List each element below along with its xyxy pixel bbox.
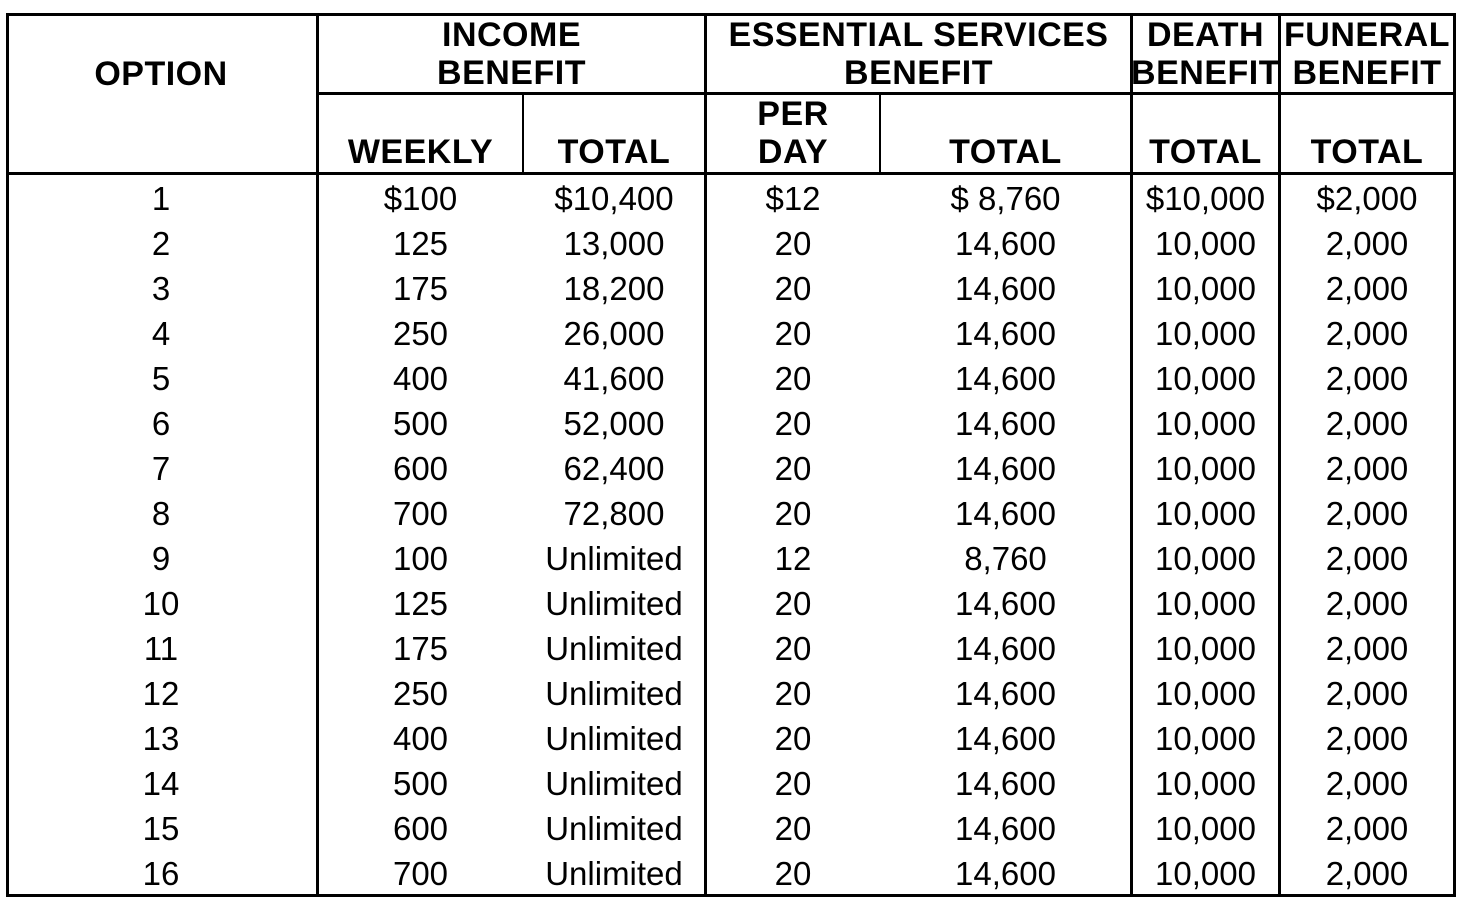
header-option-label: OPTION <box>94 54 228 93</box>
cell-option: 7 <box>151 450 171 487</box>
cell-funeral-total: 2,000 <box>1325 360 1409 397</box>
cell-income-total: Unlimited <box>545 585 683 622</box>
cell-funeral-total: 2,000 <box>1325 540 1409 577</box>
cell-income-total: 72,800 <box>563 495 665 532</box>
cell-death-total: 10,000 <box>1155 810 1256 847</box>
cell-funeral-total: 2,000 <box>1325 225 1409 262</box>
cell-funeral-total: 2,000 <box>1325 675 1409 712</box>
cell-essential-total: 14,600 <box>955 450 1056 487</box>
cell-funeral-total: 2,000 <box>1325 585 1409 622</box>
cell-death-total: 10,000 <box>1155 315 1256 352</box>
header-income-benefit <box>319 16 704 92</box>
cell-essential-total: 14,600 <box>955 720 1056 757</box>
cell-essential-total: 14,600 <box>955 630 1056 667</box>
cell-income-total: 52,000 <box>563 405 665 442</box>
subheader-per-day-line1: PER <box>757 95 829 133</box>
cell-option: 2 <box>151 225 171 262</box>
cell-income-total: Unlimited <box>545 675 683 712</box>
cell-death-total: 10,000 <box>1155 720 1256 757</box>
cell-weekly: 500 <box>392 405 449 442</box>
cell-death-total: 10,000 <box>1155 540 1256 577</box>
cell-funeral-total: 2,000 <box>1325 720 1409 757</box>
cell-essential-total: 14,600 <box>955 405 1056 442</box>
cell-essential-total: 14,600 <box>955 855 1056 892</box>
cell-weekly: 125 <box>392 585 449 622</box>
cell-option: 13 <box>142 720 180 757</box>
cell-per-day: 20 <box>774 270 812 307</box>
header-income-line1: INCOME <box>442 16 581 54</box>
cell-per-day: 20 <box>774 765 812 802</box>
cell-funeral-total: 2,000 <box>1325 855 1409 892</box>
cell-option: 15 <box>142 810 180 847</box>
cell-death-total: 10,000 <box>1155 405 1256 442</box>
cell-weekly: 600 <box>392 450 449 487</box>
cell-income-total: 13,000 <box>563 225 665 262</box>
cell-option: 8 <box>151 495 171 532</box>
cell-death-total: $10,000 <box>1145 180 1266 217</box>
cell-weekly: 100 <box>392 540 449 577</box>
cell-weekly: 250 <box>392 675 449 712</box>
cell-death-total: 10,000 <box>1155 855 1256 892</box>
cell-funeral-total: 2,000 <box>1325 630 1409 667</box>
cell-option: 6 <box>151 405 171 442</box>
header-death-line2: BENEFIT <box>1131 54 1280 92</box>
cell-essential-total: 14,600 <box>955 810 1056 847</box>
cell-per-day: 20 <box>774 450 812 487</box>
cell-option: 10 <box>142 585 180 622</box>
header-essential-services-benefit <box>707 16 1130 92</box>
header-essential-line1: ESSENTIAL SERVICES <box>728 16 1109 54</box>
cell-essential-total: 14,600 <box>955 360 1056 397</box>
subheader-essential-total <box>881 95 1130 171</box>
cell-income-total: 26,000 <box>563 315 665 352</box>
cell-per-day: 20 <box>774 225 812 262</box>
cell-per-day: 20 <box>774 675 812 712</box>
cell-income-total: $10,400 <box>554 180 674 217</box>
cell-death-total: 10,000 <box>1155 225 1256 262</box>
cell-income-total: Unlimited <box>545 855 683 892</box>
cell-option: 3 <box>151 270 171 307</box>
cell-essential-total: 14,600 <box>955 225 1056 262</box>
cell-per-day: 20 <box>774 360 812 397</box>
cell-essential-total: 14,600 <box>955 495 1056 532</box>
cell-funeral-total: 2,000 <box>1325 270 1409 307</box>
cell-income-total: Unlimited <box>545 630 683 667</box>
cell-per-day: 20 <box>774 405 812 442</box>
cell-per-day: $12 <box>765 180 821 217</box>
cell-essential-total: 14,600 <box>955 585 1056 622</box>
cell-essential-total: 14,600 <box>955 675 1056 712</box>
subheader-income-total <box>524 95 704 171</box>
cell-option: 4 <box>151 315 171 352</box>
cell-income-total: Unlimited <box>545 540 683 577</box>
cell-weekly: 600 <box>392 810 449 847</box>
cell-weekly: 175 <box>392 270 449 307</box>
cell-option: 9 <box>151 540 171 577</box>
header-essential-line2: BENEFIT <box>844 54 993 92</box>
cell-essential-total: 14,600 <box>955 765 1056 802</box>
header-funeral-benefit <box>1281 16 1453 92</box>
cell-funeral-total: 2,000 <box>1325 810 1409 847</box>
cell-death-total: 10,000 <box>1155 630 1256 667</box>
cell-weekly: 700 <box>392 495 449 532</box>
cell-funeral-total: 2,000 <box>1325 495 1409 532</box>
cell-death-total: 10,000 <box>1155 450 1256 487</box>
cell-income-total: 41,600 <box>563 360 665 397</box>
subheader-funeral-total <box>1281 95 1453 171</box>
subheader-per-day-line2: DAY <box>757 133 829 171</box>
cell-weekly: $100 <box>383 180 458 217</box>
cell-option: 1 <box>151 180 171 217</box>
header-funeral-line1: FUNERAL <box>1284 16 1450 54</box>
cell-weekly: 250 <box>392 315 449 352</box>
cell-option: 11 <box>143 630 179 667</box>
subheader-essential-total-label: TOTAL <box>949 133 1062 171</box>
cell-option: 12 <box>142 675 180 712</box>
cell-essential-total: 8,760 <box>964 540 1047 577</box>
cell-death-total: 10,000 <box>1155 585 1256 622</box>
cell-per-day: 20 <box>774 720 812 757</box>
cell-weekly: 400 <box>392 720 449 757</box>
cell-essential-total: $ 8,760 <box>950 180 1061 217</box>
header-funeral-line2: BENEFIT <box>1292 54 1442 92</box>
cell-funeral-total: 2,000 <box>1325 765 1409 802</box>
cell-essential-total: 14,600 <box>955 315 1056 352</box>
cell-essential-total: 14,600 <box>955 270 1056 307</box>
cell-per-day: 20 <box>774 495 812 532</box>
cell-death-total: 10,000 <box>1155 675 1256 712</box>
cell-funeral-total: 2,000 <box>1325 405 1409 442</box>
header-income-line2: BENEFIT <box>437 54 586 92</box>
cell-weekly: 400 <box>392 360 449 397</box>
cell-per-day: 20 <box>774 855 812 892</box>
cell-funeral-total: 2,000 <box>1325 315 1409 352</box>
header-death-line1: DEATH <box>1146 16 1265 54</box>
cell-death-total: 10,000 <box>1155 765 1256 802</box>
cell-death-total: 10,000 <box>1155 270 1256 307</box>
cell-income-total: 62,400 <box>563 450 665 487</box>
cell-per-day: 20 <box>774 315 812 352</box>
cell-income-total: Unlimited <box>545 810 683 847</box>
subheader-death-total-label: TOTAL <box>1149 133 1262 171</box>
cell-income-total: Unlimited <box>545 720 683 757</box>
cell-option: 5 <box>151 360 171 397</box>
cell-per-day: 20 <box>774 630 812 667</box>
cell-option: 16 <box>142 855 180 892</box>
cell-per-day: 20 <box>774 585 812 622</box>
cell-weekly: 500 <box>392 765 449 802</box>
cell-income-total: Unlimited <box>545 765 683 802</box>
subheader-weekly <box>319 95 522 171</box>
cell-funeral-total: $2,000 <box>1316 180 1418 217</box>
subheader-per-day <box>707 95 879 171</box>
cell-weekly: 175 <box>392 630 449 667</box>
subheader-funeral-total-label: TOTAL <box>1310 133 1424 171</box>
cell-option: 14 <box>142 765 180 802</box>
cell-weekly: 700 <box>392 855 449 892</box>
cell-per-day: 20 <box>774 810 812 847</box>
header-option <box>6 16 316 131</box>
cell-funeral-total: 2,000 <box>1325 450 1409 487</box>
cell-death-total: 10,000 <box>1155 495 1256 532</box>
subheader-death-total <box>1133 95 1278 171</box>
cell-weekly: 125 <box>392 225 449 262</box>
cell-per-day: 12 <box>774 540 812 577</box>
header-bottom-rule <box>6 172 1456 175</box>
cell-death-total: 10,000 <box>1155 360 1256 397</box>
subheader-weekly-label: WEEKLY <box>347 133 494 171</box>
header-death-benefit <box>1133 16 1278 92</box>
cell-income-total: 18,200 <box>563 270 665 307</box>
subheader-income-total-label: TOTAL <box>557 133 671 171</box>
